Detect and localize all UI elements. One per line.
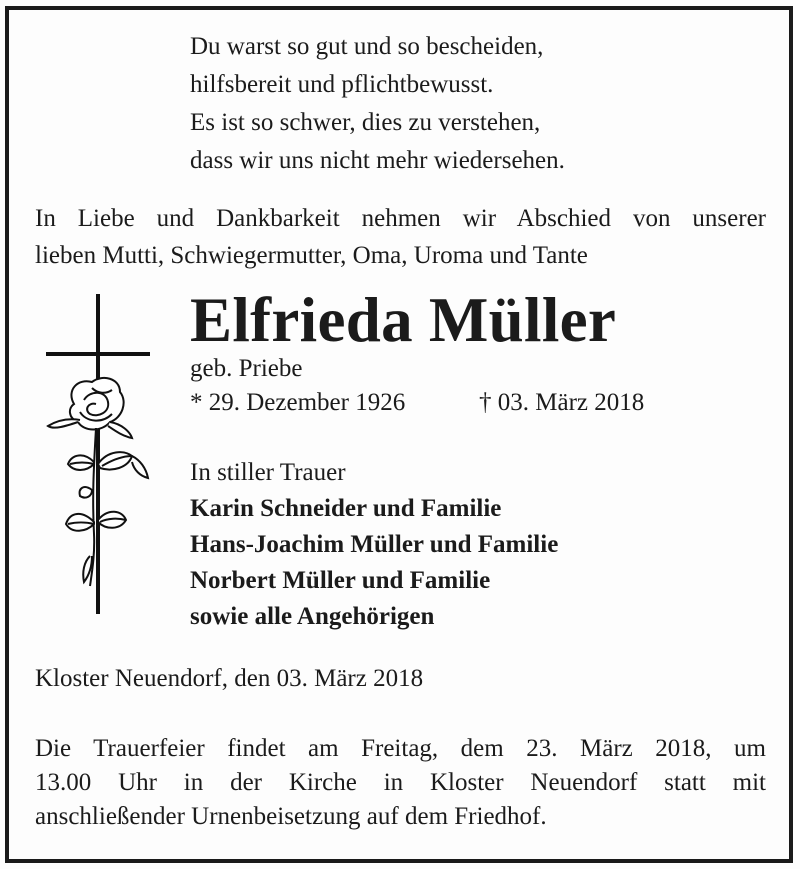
birth-name: geb. Priebe: [190, 355, 303, 382]
intro-text: [35, 200, 766, 274]
intro-line: lieben Mutti, Schwiegermutter, Oma, Uroma und Tante: [35, 242, 588, 269]
poem-line: hilfsbereit und pflichtbewusst.: [190, 71, 494, 98]
mourners-block: [190, 455, 558, 635]
mourner-line: Norbert Müller und Familie: [190, 567, 491, 594]
service-line: anschließender Urnenbeisetzung auf dem Friedhof.: [35, 803, 547, 830]
poem-line: dass wir uns nicht mehr wiedersehen.: [190, 147, 565, 174]
poem-line: Es ist so schwer, dies zu verstehen,: [190, 109, 541, 136]
cross-with-rose-icon: [44, 294, 154, 618]
service-info: [35, 732, 766, 834]
mourner-line: Hans-Joachim Müller und Familie: [190, 531, 559, 558]
mourners-heading: In stiller Trauer: [190, 459, 346, 486]
mourner-line: sowie alle Angehörigen: [190, 603, 435, 630]
service-line: 13.00 Uhr in der Kirche in Kloster Neuendorf statt mit: [35, 769, 766, 796]
poem: [190, 28, 565, 180]
mourner-line: Karin Schneider und Familie: [190, 495, 502, 522]
place-and-date: Kloster Neuendorf, den 03. März 2018: [35, 665, 424, 692]
poem-line: Du warst so gut und so bescheiden,: [190, 33, 544, 60]
birth-date: * 29. Dezember 1926: [190, 389, 406, 416]
service-line: Die Trauerfeier findet am Freitag, dem 23. März 2018, um: [35, 735, 766, 762]
deceased-name: Elfrieda Müller: [190, 285, 617, 355]
death-date: † 03. März 2018: [479, 389, 645, 416]
intro-line: In Liebe und Dankbarkeit nehmen wir Abschied von unserer: [35, 205, 766, 232]
